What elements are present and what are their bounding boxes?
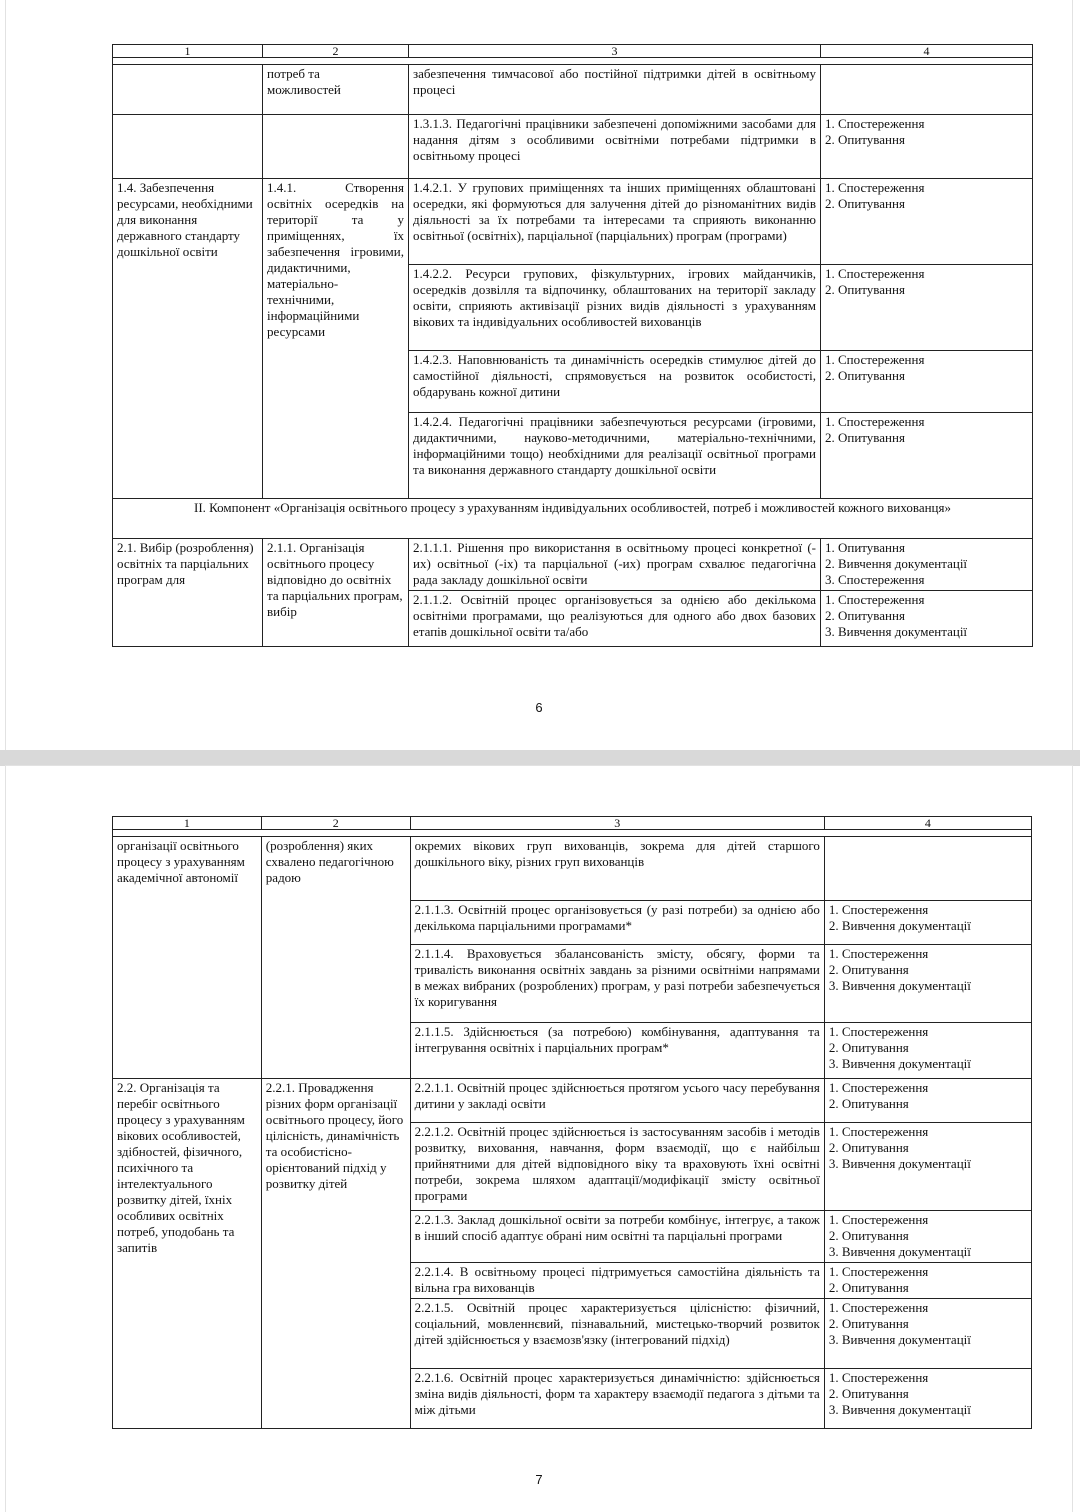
cell-method: 1. Спостереження 2. Опитування 3. Вивчення документації xyxy=(821,591,1033,647)
table-row xyxy=(113,115,1033,179)
cell-area: організації освітнього процесу з урахуванням академічної автономії xyxy=(113,837,262,1079)
cell-indicator: 2.2.1.1. Освітній процес здійснюється протягом усього часу перебування дитини у закладі освіти xyxy=(410,1079,824,1123)
section-title: «Організація освітнього процесу з урахуванням індивідуальних особливостей, потреб і можливостей кожного вихованця» xyxy=(273,500,951,515)
column-header: 4 xyxy=(824,817,1031,830)
cell-indicator: 2.1.1.1. Рішення про використання в освітньому процесі конкретної (-их) освітньої (-іх) та парціальної (-их) програм схвалює педагогічна рада закладу дошкільної освіти xyxy=(409,539,821,591)
cell-indicator: 2.1.1.3. Освітній процес організовується (у разі потреби) за однією або декількома парціальними програмами* xyxy=(410,901,824,945)
cell-method: 1. Спостереження 2. Опитування 3. Вивчення документації xyxy=(824,1123,1031,1211)
cell-indicator: 2.2.1.4. В освітньому процесі підтримується самостійна діяльність та вільна гра вихованців xyxy=(410,1263,824,1299)
cell-indicator: 2.1.1.2. Освітній процес організовується за однією або декількома освітніми програмами, що реалізуються для одного або двох базових етапів дошкільної освіти та/або xyxy=(409,591,821,647)
cell-area: 2.1. Вибір (розроблення) освітніх та парціальних програм для xyxy=(113,539,263,647)
table-header-row xyxy=(113,817,1032,830)
cell-method: 1. Спостереження 2. Опитування xyxy=(821,413,1033,499)
cell-indicator: окремих вікових груп вихованців, зокрема для дітей старшого дошкільного віку, різних груп вихованців xyxy=(410,837,824,901)
cell-method: 1. Спостереження 2. Опитування 3. Вивчення документації xyxy=(824,1299,1031,1369)
page-separator xyxy=(0,750,1080,766)
cell-method: 1. Спостереження 2. Опитування xyxy=(824,1263,1031,1299)
document-page-7 xyxy=(6,766,1072,1512)
criteria-table xyxy=(112,816,1032,1429)
cell-indicator: 1.3.1.3. Педагогічні працівники забезпечені допоміжними засобами для надання дітям з особливими освітніми потребами підтримки в освітньому процесі xyxy=(409,115,821,179)
page-number: 6 xyxy=(535,700,543,715)
cell-method: 1. Спостереження 2. Опитування 3. Вивчення документації xyxy=(824,1211,1031,1263)
cell-requirement: (розроблення) яких схвалено педагогічною радою xyxy=(261,837,410,1079)
cell-requirement: потреб та можливостей xyxy=(263,65,409,115)
cell-method: 1. Спостереження 2. Опитування xyxy=(824,1079,1031,1123)
cell-method: 1. Спостереження 2. Опитування 3. Вивчення документації xyxy=(824,1023,1031,1079)
section-heading xyxy=(113,499,1033,539)
cell-indicator: 2.2.1.2. Освітній процес здійснюється із застосуванням засобів і методів розвитку, виховання, навчання, форм взаємодії, що є найбільш прийнятними для дітей відповідного віку та враховують їхні освітні потреби, зокрема шляхом адаптації/модифікації змісту освітньої програми xyxy=(410,1123,824,1211)
cell-area xyxy=(113,65,263,115)
cell-method: 1. Спостереження 2. Опитування xyxy=(821,265,1033,351)
cell-indicator: 1.4.2.2. Ресурси групових, фізкультурних, ігрових майданчиків, осередків дозвілля та відпочинку, облаштованих на території закладу освіти, сприяють активізації різних видів діяльності з урахуванням вікових та індивідуальних особливостей вихованців xyxy=(409,265,821,351)
cell-method: 1. Спостереження 2. Опитування 3. Вивчення документації xyxy=(824,945,1031,1023)
column-header: 2 xyxy=(261,817,410,830)
table-header-row xyxy=(113,45,1033,58)
section-heading-row xyxy=(113,499,1033,539)
cell-indicator: забезпечення тимчасової або постійної підтримки дітей в освітньому процесі xyxy=(409,65,821,115)
cell-indicator: 2.2.1.6. Освітній процес характеризується динамічністю: здійснюється зміна видів діяльності, форм та характеру взаємодії педагога з дітьми та між дітьми xyxy=(410,1369,824,1429)
section-prefix: ІІ. Компонент xyxy=(194,500,274,515)
column-header: 1 xyxy=(113,817,262,830)
cell-method xyxy=(824,837,1031,901)
table-row xyxy=(113,837,1032,901)
column-header: 3 xyxy=(410,817,824,830)
cell-indicator: 2.1.1.4. Враховується збалансованість змісту, обсягу, форми та тривалість виконання освітніх завдань за різними освітніми напрямами в межах вибраних (розроблених) програм, у разі потреби забезпечується їх коригування xyxy=(410,945,824,1023)
cell-method: 1. Спостереження 2. Опитування xyxy=(821,351,1033,413)
cell-method: 1. Опитування 2. Вивчення документації 3. Спостереження xyxy=(821,539,1033,591)
column-header: 1 xyxy=(113,45,263,58)
column-header: 2 xyxy=(263,45,409,58)
cell-requirement: 1.4.1. Створення освітніх осередків на території та у приміщеннях, їх забезпечення ігровими, дидактичними, матеріально-технічними, інформаційними ресурсами xyxy=(263,179,409,499)
cell-area xyxy=(113,115,263,179)
cell-method: 1. Спостереження 2. Опитування xyxy=(821,179,1033,265)
cell-indicator: 1.4.2.1. У групових приміщеннях та інших приміщеннях облаштовані осередки, які формуються для залучення дітей до різноманітних видів діяльності за їх потребами та інтересами та сприяють виконанню освітньої (освітніх), парціальної (парціальних) програм (програми) xyxy=(409,179,821,265)
cell-method xyxy=(821,65,1033,115)
table-row xyxy=(113,179,1033,265)
page-number: 7 xyxy=(535,1472,543,1487)
cell-area: 2.2. Організація та перебіг освітнього процесу з урахуванням вікових особливостей, здібностей, фізичного, психічного та інтелектуального розвитку дітей, їхніх особливих освітніх потреб, уподобань та запитів xyxy=(113,1079,262,1429)
cell-requirement: 2.1.1. Організація освітнього процесу відповідно до освітніх та парціальних програм, вибір xyxy=(263,539,409,647)
cell-indicator: 2.2.1.3. Заклад дошкільної освіти за потреби комбінує, інтегрує, а також в інший спосіб адаптує обрані ним освітні та парціальні програми xyxy=(410,1211,824,1263)
criteria-table xyxy=(112,44,1033,647)
cell-indicator: 2.2.1.5. Освітній процес характеризується цілісністю: фізичний, соціальний, мовленнєвий, пізнавальний, мистецько-творчий розвиток дітей здійснюється у взаємозв'язку (інтегрований підхід) xyxy=(410,1299,824,1369)
table-row xyxy=(113,539,1033,591)
column-header: 3 xyxy=(409,45,821,58)
cell-requirement: 2.2.1. Провадження різних форм організації освітнього процесу, його цілісність, динамічність та особистісно-орієнтований підхід у розвитку дітей xyxy=(261,1079,410,1429)
table-row xyxy=(113,1079,1032,1123)
document-page-6 xyxy=(6,0,1072,750)
column-header: 4 xyxy=(821,45,1033,58)
cell-area: 1.4. Забезпечення ресурсами, необхідними для виконання державного стандарту дошкільної освіти xyxy=(113,179,263,499)
cell-method: 1. Спостереження 2. Опитування 3. Вивчення документації xyxy=(824,1369,1031,1429)
cell-indicator: 2.1.1.5. Здійснюється (за потребою) комбінування, адаптування та інтегрування освітніх і парціальних програм* xyxy=(410,1023,824,1079)
table-row xyxy=(113,65,1033,115)
cell-requirement xyxy=(263,115,409,179)
cell-method: 1. Спостереження 2. Опитування xyxy=(821,115,1033,179)
cell-method: 1. Спостереження 2. Вивчення документації xyxy=(824,901,1031,945)
cell-indicator: 1.4.2.4. Педагогічні працівники забезпечуються ресурсами (ігровими, дидактичними, науково-методичними, матеріально-технічними, інформаційними тощо) необхідними для реалізації освітньої програми та виконання державного стандарту дошкільної освіти xyxy=(409,413,821,499)
cell-indicator: 1.4.2.3. Наповнюваність та динамічність осередків стимулює дітей до самостійної діяльності, спрямовується на розвиток особистості, обдарувань кожної дитини xyxy=(409,351,821,413)
